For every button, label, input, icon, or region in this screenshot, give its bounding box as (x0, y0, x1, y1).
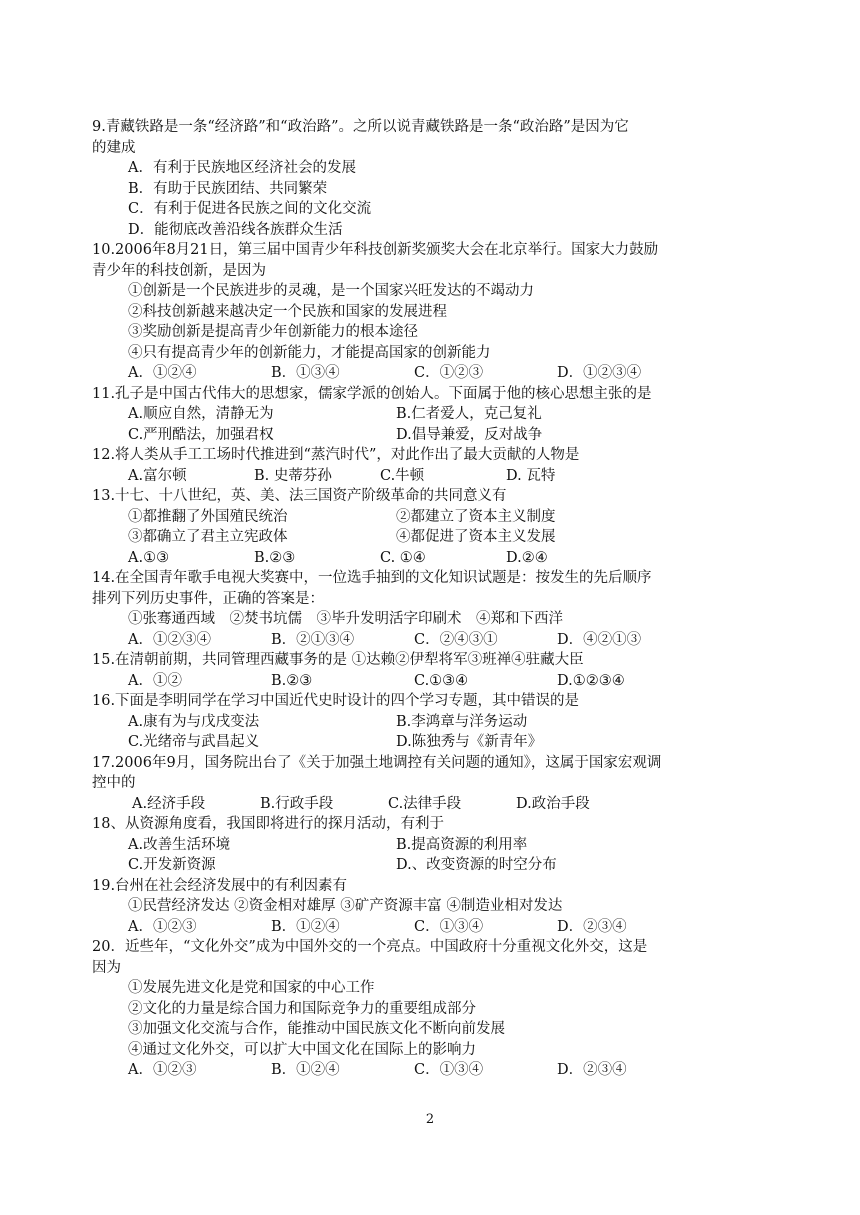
option: A.富尔顿 (128, 467, 187, 484)
question-item: ①民营经济发达 ②资金相对雄厚 ③矿产资源丰富 ④制造业相对发达 (128, 898, 563, 914)
option-row (92, 548, 772, 569)
option: C．①③④ (414, 1062, 484, 1078)
question-stem: 的建成 (92, 139, 136, 156)
question-stem: 19.台州在社会经济发展中的有利因素有 (92, 877, 348, 894)
option-row (92, 507, 772, 528)
option: C．①③④ (414, 918, 484, 935)
option: D．②③④ (557, 1062, 627, 1078)
page-number: 2 (425, 1112, 435, 1127)
option: A．①②③④ (128, 631, 211, 648)
option: C.光绪帝与武昌起义 (128, 734, 260, 750)
question-item: ①发展先进文化是党和国家的中心工作 (128, 980, 375, 996)
option: ④都促进了资本主义发展 (396, 529, 556, 545)
option: C.开发新资源 (128, 857, 216, 873)
question-stem: 17.2006年9月，国务院出台了《关于加强土地调控有关问题的通知》，这属于国家宏观调 (92, 754, 662, 771)
option-row (92, 363, 772, 384)
question-stem: 11.孔子是中国古代伟大的思想家，儒家学派的创始人。下面属于他的核心思想主张的是 (92, 385, 652, 402)
option: D.②④ (506, 549, 548, 566)
question-stem: 12.将人类从手工工场时代推进到“蒸汽时代”，对此作出了最大贡献的人物是 (92, 447, 580, 463)
question-item: A．有利于民族地区经济社会的发展 (128, 160, 356, 176)
option: A．①②④ (128, 365, 197, 381)
question-item: ②科技创新越来越决定一个民族和国家的发展进程 (128, 303, 447, 320)
question-stem: 13.十七、十八世纪，英、美、法三国资产阶级革命的共同意义有 (92, 488, 507, 504)
option: D.陈独秀与《新青年》 (396, 734, 543, 750)
question-stem: 排列下列历史事件，正确的答案是： (92, 590, 324, 607)
question-item: C．有利于促进各民族之间的文化交流 (128, 201, 372, 217)
option-row (92, 917, 772, 938)
option: D．④②①③ (557, 631, 642, 648)
option: B.李鸿章与洋务运动 (396, 713, 528, 730)
question-block (92, 486, 772, 568)
question-stem: 9.青藏铁路是一条“经济路”和“政治路”。之所以说青藏铁路是一条“政治路”是因为它 (92, 119, 629, 135)
question-stem: 18、从资源角度看，我国即将进行的探月活动，有利于 (92, 816, 444, 832)
option-row (92, 425, 772, 446)
option: D.倡导兼爱，反对战争 (396, 426, 543, 443)
option: D．①②③④ (557, 365, 642, 381)
question-stem: 因为 (92, 959, 121, 976)
option-row (92, 404, 772, 425)
question-block (92, 691, 772, 753)
option: C．①②③ (414, 365, 484, 381)
question-block (92, 384, 772, 446)
question-block (92, 117, 772, 240)
option: C. ①④ (380, 549, 426, 566)
option: B.仁者爱人，克己复礼 (396, 406, 542, 422)
question-item: D．能彻底改善沿线各族群众生活 (128, 221, 343, 238)
question-block (92, 814, 772, 876)
option: A.顺应自然，清静无为 (128, 406, 274, 422)
option: ③都确立了君主立宪政体 (128, 529, 288, 545)
question-block (92, 650, 772, 691)
question-stem: 14.在全国青年歌手电视大奖赛中，一位选手抽到的文化知识试题是：按发生的先后顺序 (92, 570, 652, 586)
option: C.牛顿 (380, 467, 425, 484)
option: D.政治手段 (516, 795, 590, 812)
option-row (92, 1060, 772, 1081)
option-row (92, 855, 772, 876)
question-stem: 10.2006年8月21日，第三届中国青少年科技创新奖颁奖大会在北京举行。国家大力鼓励 (92, 242, 659, 258)
option: B．①②④ (271, 1062, 340, 1078)
option: B．①③④ (271, 365, 340, 381)
option: ①都推翻了外国殖民统治 (128, 508, 288, 525)
question-stem: 15.在清朝前期，共同管理西藏事务的是 ①达赖②伊犁将军③班禅④驻藏大臣 (92, 652, 584, 668)
option-row (92, 712, 772, 733)
option: A.康有为与戊戌变法 (128, 713, 260, 730)
question-item: ②文化的力量是综合国力和国际竞争力的重要组成部分 (128, 1000, 476, 1017)
option: ②都建立了资本主义制度 (396, 508, 556, 525)
question-block (92, 240, 772, 384)
option-row (92, 527, 772, 548)
option: C.法律手段 (388, 795, 462, 812)
question-stem: 青少年的科技创新，是因为 (92, 262, 266, 279)
question-item: ③加强文化交流与合作，能推动中国民族文化不断向前发展 (128, 1021, 505, 1037)
option-row (92, 630, 772, 651)
option: B.②③ (254, 549, 296, 566)
question-item: B．有助于民族团结、共同繁荣 (128, 180, 328, 197)
option: B．①②④ (271, 918, 340, 935)
option: A．①② (128, 672, 182, 689)
question-item: ④只有提高青少年的创新能力，才能提高国家的创新能力 (128, 344, 491, 361)
option: C.严刑酷法，加强君权 (128, 426, 274, 443)
option: D．②③④ (557, 918, 627, 935)
option: B.行政手段 (260, 795, 334, 812)
option-row (92, 671, 772, 692)
question-stem: 20．近些年，“文化外交”成为中国外交的一个亮点。中国政府十分重视文化外交，这是 (92, 939, 648, 955)
option: A.①③ (128, 549, 170, 566)
option: B.提高资源的利用率 (396, 836, 528, 853)
option-row (92, 835, 772, 856)
question-block (92, 876, 772, 938)
question-item: ④通过文化外交，可以扩大中国文化在国际上的影响力 (128, 1041, 476, 1058)
option-row (92, 794, 772, 815)
option-row (92, 732, 772, 753)
option: A.经济手段 (132, 795, 206, 812)
question-stem: 控中的 (92, 775, 136, 791)
question-list (92, 117, 772, 1081)
question-block (92, 753, 772, 815)
question-item: ③奖励创新是提高青少年创新能力的根本途径 (128, 324, 418, 340)
option: B．②①③④ (271, 631, 355, 648)
option: C.①③④ (414, 672, 469, 689)
option-row (92, 466, 772, 487)
option: A．①②③ (128, 1062, 197, 1078)
option: A.改善生活环境 (128, 836, 231, 853)
option: C．②④③① (414, 631, 498, 648)
option: D. 瓦特 (506, 467, 556, 484)
option: B.②③ (271, 672, 313, 689)
question-block (92, 445, 772, 486)
question-block (92, 937, 772, 1081)
question-stem: 16.下面是李明同学在学习中国近代史时设计的四个学习专题，其中错误的是 (92, 693, 580, 709)
question-block (92, 568, 772, 650)
option: A．①②③ (128, 918, 197, 935)
question-item: ①创新是一个民族进步的灵魂，是一个国家兴旺发达的不竭动力 (128, 283, 534, 299)
option: D.、改变资源的时空分布 (396, 857, 557, 873)
question-item: ①张骞通西域 ②焚书坑儒 ③毕升发明活字印刷术 ④郑和下西洋 (128, 611, 563, 627)
option: D.①②③④ (557, 672, 625, 689)
option: B. 史蒂芬孙 (254, 467, 332, 484)
